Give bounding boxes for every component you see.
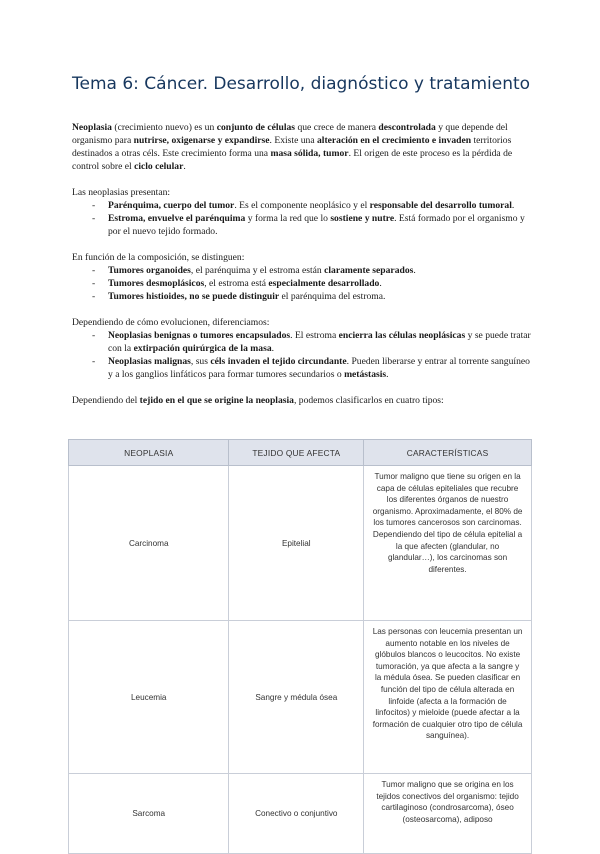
list-term: Neoplasias malignas: [108, 356, 191, 367]
list-term: Parénquima, cuerpo del tumor: [108, 200, 235, 211]
list-text: y se puede tratar con la: [108, 330, 531, 354]
intro-text: y que depende del organismo para: [72, 122, 508, 146]
cell-tejido: Conectivo o conjuntivo: [229, 774, 364, 854]
intro-term: Neoplasia: [72, 122, 112, 133]
cell-caracteristicas: Tumor maligno que se origina en los tejidos conectivos del organismo: tejido cartilaginoso (condrosarcoma), óseo (osteosarcoma), adiposo: [364, 774, 532, 854]
evolucion-lead: Dependiendo de cómo evolucionen, diferenciamos:: [72, 317, 270, 328]
list-text: , el estroma está: [204, 278, 269, 289]
list-text: el parénquima del estroma.: [279, 291, 386, 302]
intro-term: alteración en el crecimiento e invaden: [316, 135, 472, 146]
intro-paragraph: [72, 121, 532, 173]
intro-text: . Existe una: [269, 135, 317, 146]
evolucion-list: [72, 329, 532, 381]
list-term: encierra las células neoplásicas: [338, 330, 466, 341]
list-item: - Tumores desmoplásicos, el estroma está especialmente desarrollado.: [92, 278, 382, 289]
intro-term: ciclo celular: [134, 161, 184, 172]
list-text: . El estroma: [290, 330, 339, 341]
cell-caracteristicas: Las personas con leucemia presentan un aumento notable en los niveles de glóbulos blancos o leucocitos. No existe tumoración, ya que afecta a la sangre y la médula ósea. Se pueden clasificar en función del tipo de célula alterada en linfoide (afecta a la formación de linfocitos) y mieloide (puede afectar a la formación de cualquier otro tipo de célula sanguínea).: [364, 621, 532, 774]
intro-text: . El origen de este proceso es la pérdida de control sobre el: [72, 148, 513, 172]
document-body: [72, 121, 532, 407]
cell-tejido: Epitelial: [229, 466, 364, 621]
list-term: extirpación quirúrgica de la masa: [133, 343, 272, 354]
cell-caracteristicas: Tumor maligno que tiene su origen en la capa de células epiteliales que recubre los diferentes órganos de nuestro organismo. Aproximadamente, el 80% de los tumores cancerosos son carcinomas. Dependiendo del tipo de célula epitelial a la que afecten (glandular, no glandular…), los carcinomas son diferentes.: [364, 466, 532, 621]
presentan-lead: Las neoplasias presentan:: [72, 187, 171, 198]
list-text: . Está formado por el organismo y por el nuevo tejido formado.: [108, 213, 525, 237]
intro-term: descontrolada: [378, 122, 436, 133]
list-term: metástasis: [344, 369, 387, 380]
intro-text: (crecimiento nuevo) es un: [111, 122, 217, 133]
list-text: y forma la red que lo: [245, 213, 331, 224]
table-row: [69, 621, 532, 774]
list-text: .: [379, 278, 382, 289]
table-header-row: [69, 440, 532, 466]
list-term: especialmente desarrollado: [268, 278, 380, 289]
list-text: .: [386, 369, 389, 380]
list-term: Neoplasias benignas o tumores encapsulados: [108, 330, 291, 341]
list-item: - Parénquima, cuerpo del tumor. Es el componente neoplásico y el responsable del desarrollo tumoral.: [92, 200, 515, 211]
list-text: .: [413, 265, 416, 276]
list-term: Estroma, envuelve el parénquima: [108, 213, 246, 224]
cell-neoplasia: Carcinoma: [69, 466, 229, 621]
intro-text: territorios destinados a otras céls. Este crecimiento forma una: [72, 135, 512, 159]
intro-text: .: [183, 161, 186, 172]
list-text: .: [511, 200, 515, 211]
list-text: .: [271, 343, 275, 354]
tejido-term: tejido en el que se origine la neoplasia: [139, 395, 294, 406]
list-text: , el parénquima y el estroma están: [190, 265, 325, 276]
list-item: - Neoplasias benignas o tumores encapsulados. El estroma encierra las células neoplásicas y se puede tratar con la extirpación quirúrgica de la masa.: [92, 330, 531, 354]
list-item: - Tumores organoides, el parénquima y el estroma están claramente separados.: [92, 265, 416, 276]
list-term: Tumores organoides: [108, 265, 191, 276]
composicion-lead: En función de la composición, se distinguen:: [72, 252, 245, 263]
neoplasia-table: [68, 439, 532, 854]
intro-term: conjunto de células: [216, 122, 296, 133]
cell-neoplasia: Sarcoma: [69, 774, 229, 854]
presentan-list: [72, 199, 532, 238]
intro-term: masa sólida, tumor: [270, 148, 349, 159]
table-row: [69, 466, 532, 621]
list-term: responsable del desarrollo tumoral: [369, 200, 512, 211]
tejido-text: Dependiendo del: [72, 395, 140, 406]
composicion-list: [72, 264, 532, 303]
intro-term: nutrirse, oxigenarse y expandirse: [133, 135, 270, 146]
list-item: - Estroma, envuelve el parénquima y forma la red que lo sostiene y nutre. Está formado por el organismo y por el nuevo tejido formado.: [92, 213, 525, 237]
header-tejido: TEJIDO QUE AFECTA: [229, 440, 364, 466]
tejido-paragraph: [72, 394, 532, 407]
list-text: . Pueden liberarse y entrar al torrente sanguíneo y a los ganglios linfáticos para formar tumores secundarios o: [108, 356, 530, 380]
tejido-text: , podemos clasificarlos en cuatro tipos:: [293, 395, 444, 406]
cell-tejido: Sangre y médula ósea: [229, 621, 364, 774]
table-row: [69, 774, 532, 854]
list-text: . Es el componente neoplásico y el: [234, 200, 370, 211]
header-caracteristicas: CARACTERÍSTICAS: [364, 440, 532, 466]
intro-text: que crece de manera: [295, 122, 379, 133]
list-term: sostiene y nutre: [330, 213, 395, 224]
header-neoplasia: NEOPLASIA: [69, 440, 229, 466]
list-term: céls invaden el tejido circundante: [210, 356, 347, 367]
page-title: Tema 6: Cáncer. Desarrollo, diagnóstico y tratamiento: [72, 74, 531, 94]
list-term: Tumores histioides, no se puede distinguir: [108, 291, 280, 302]
cell-neoplasia: Leucemia: [69, 621, 229, 774]
list-item: - Neoplasias malignas, sus céls invaden el tejido circundante. Pueden liberarse y entrar al torrente sanguíneo y a los ganglios linfáticos para formar tumores secundarios o metástasis.: [92, 356, 530, 380]
list-item: - Tumores histioides, no se puede distinguir el parénquima del estroma.: [92, 291, 386, 302]
list-text: , sus: [190, 356, 211, 367]
list-term: claramente separados: [324, 265, 414, 276]
list-term: Tumores desmoplásicos: [108, 278, 205, 289]
